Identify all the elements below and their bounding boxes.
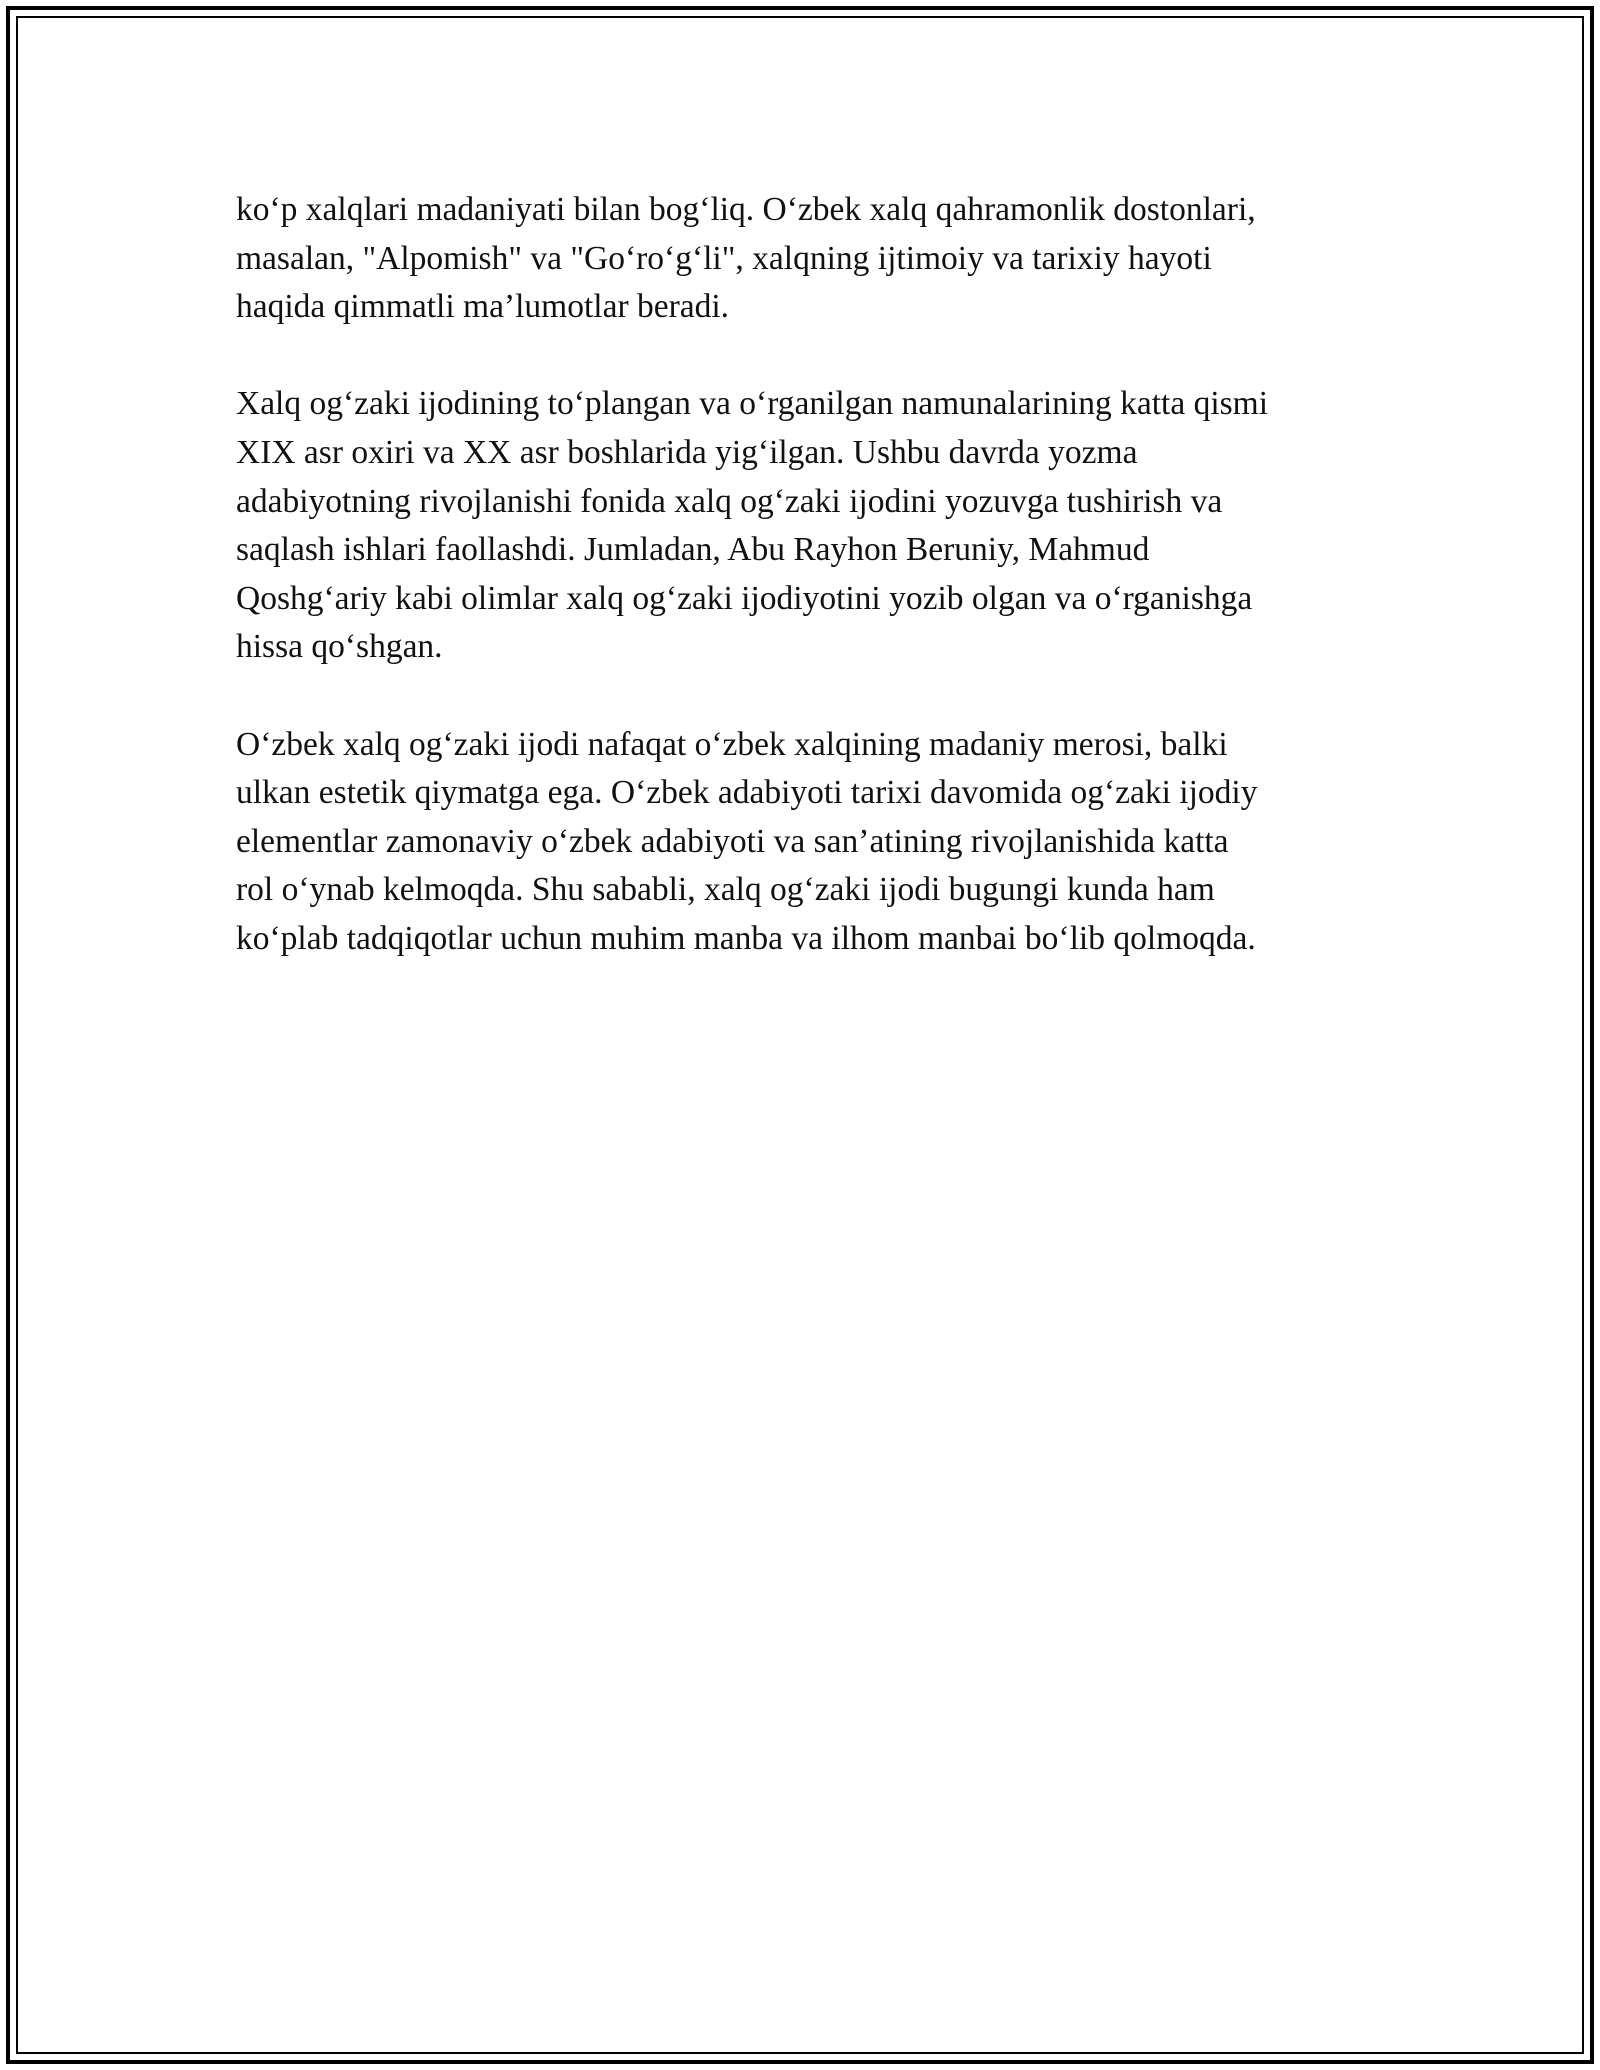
text-line: ko‘p xalqlari madaniyati bilan bog‘liq. O‘zbek xalq qahramonlik dostonlari, bbox=[236, 191, 1256, 228]
text-line: ko‘plab tadqiqotlar uchun muhim manba va ilhom manbai bo‘lib qolmoqda. bbox=[236, 919, 1256, 957]
text-line: rol o‘ynab kelmoqda. Shu sababli, xalq og‘zaki ijodi bugungi kunda ham bbox=[236, 871, 1215, 909]
text-line: O‘zbek xalq og‘zaki ijodi nafaqat o‘zbek xalqining madaniy merosi, balki bbox=[236, 725, 1228, 763]
text-line: XIX asr oxiri va XX asr boshlarida yig‘ilgan. Ushbu davrda yozma bbox=[236, 433, 1138, 471]
text-line: adabiyotning rivojlanishi fonida xalq og‘zaki ijodini yozuvga tushirish va bbox=[236, 482, 1223, 520]
text-line: masalan, "Alpomish" va "Go‘ro‘g‘li", xalqning ijtimoiy va tarixiy hayoti bbox=[236, 239, 1212, 277]
paragraph-1 bbox=[236, 186, 1386, 332]
text-line: saqlash ishlari faollashdi. Jumladan, Abu Rayhon Beruniy, Mahmud bbox=[236, 531, 1150, 569]
document-body bbox=[236, 186, 1386, 1012]
text-line: Xalq og‘zaki ijodining to‘plangan va o‘rganilgan namunalarining katta qismi bbox=[236, 385, 1269, 423]
paragraph-2 bbox=[236, 380, 1386, 672]
text-line: Qoshg‘ariy kabi olimlar xalq og‘zaki ijodiyotini yozib olgan va o‘rganishga bbox=[236, 579, 1253, 617]
text-line: elementlar zamonaviy o‘zbek adabiyoti va san’atining rivojlanishida katta bbox=[236, 822, 1229, 860]
text-line: hissa qo‘shgan. bbox=[236, 628, 443, 666]
text-line: haqida qimmatli ma’lumotlar beradi. bbox=[236, 288, 730, 326]
paragraph-3 bbox=[236, 721, 1386, 964]
text-line: ulkan estetik qiymatga ega. O‘zbek adabiyoti tarixi davomida og‘zaki ijodiy bbox=[236, 774, 1258, 812]
